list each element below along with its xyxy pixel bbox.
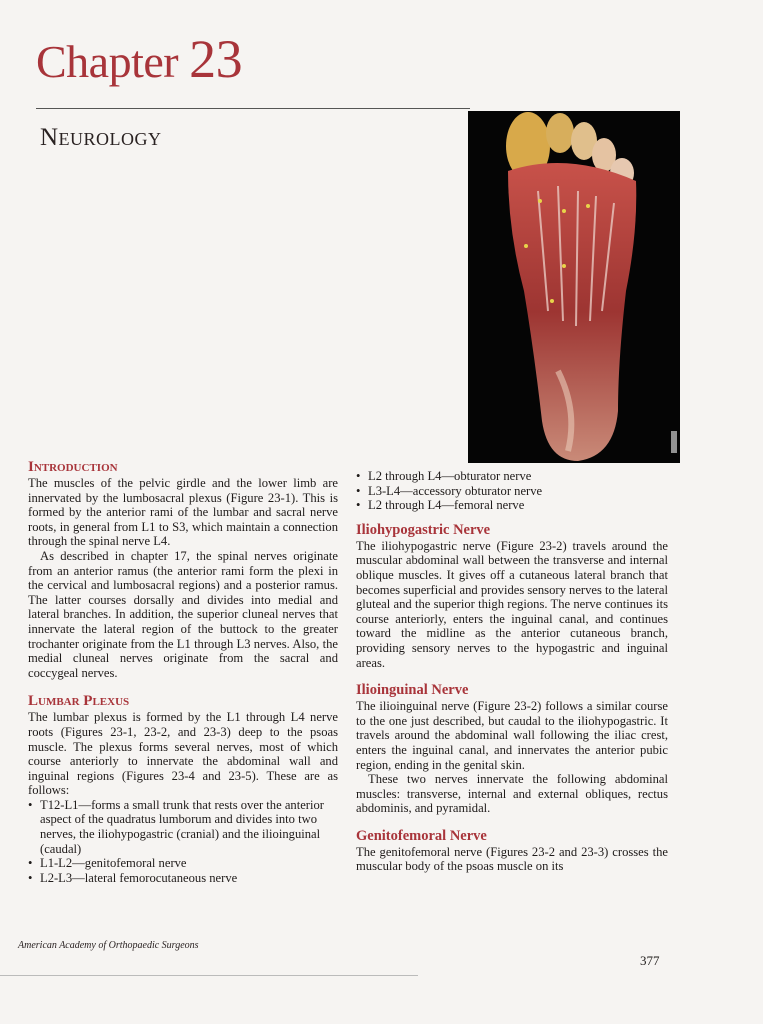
lumbar-plexus-list <box>28 798 338 886</box>
chapter-label: Chapter <box>36 36 179 87</box>
dissected-foot-photo <box>468 111 680 463</box>
page-number: 377 <box>640 953 660 968</box>
lumbar-plexus-paragraph: The lumbar plexus is formed by the L1 through L4 nerve roots (Figures 23-1, 23-2, and 23-3) deep to the psoas muscle. The plexus forms several nerves, most of which course anteriorly to innervate the abdominal wall and inguinal regions (Figures 23-4 and 23-5). These are as follows: <box>28 710 338 798</box>
iliohypogastric-heading: Iliohypogastric Nerve <box>356 521 491 538</box>
footer-divider <box>0 975 418 976</box>
list-item: • L2 through L4—femoral nerve <box>356 498 668 513</box>
list-item: • L2-L3—lateral femorocutaneous nerve <box>28 871 338 886</box>
foot-illustration <box>468 111 680 463</box>
right-column <box>356 469 668 874</box>
chapter-heading <box>36 28 242 90</box>
lumbar-plexus-heading: Lumbar Plexus <box>28 693 130 710</box>
list-item: • L1-L2—genitofemoral nerve <box>28 856 338 871</box>
list-item: • L2 through L4—obturator nerve <box>356 469 668 484</box>
chapter-subtitle: Neurology <box>40 124 162 151</box>
genitofemoral-heading: Genitofemoral Nerve <box>356 827 487 844</box>
ilioinguinal-paragraph-2: These two nerves innervate the following abdominal muscles: transverse, internal and external obliques, rectus abdominis, and pyramidal. <box>356 772 668 816</box>
introduction-paragraph-1: The muscles of the pelvic girdle and the lower limb are innervated by the lumbosacral plexus (Figure 23-1). This is formed by the anterior rami of the lumbar and sacral nerve roots, in general from L1 to S3, which maintain a connection through the spinal nerve L4. <box>28 476 338 549</box>
left-column <box>28 458 338 885</box>
introduction-heading: Introduction <box>28 459 118 475</box>
photo-credit-strip <box>671 431 677 453</box>
publisher-footer: American Academy of Orthopaedic Surgeons <box>18 940 199 951</box>
nerve-list-continued <box>356 469 668 513</box>
list-item: • T12-L1—forms a small trunk that rests over the anterior aspect of the quadratus lumborum and divides into two nerves, the iliohypogastric (cranial) and the ilioinguinal (caudal) <box>28 798 338 856</box>
ilioinguinal-paragraph-1: The ilioinguinal nerve (Figure 23-2) follows a similar course to the one just described, but caudal to the iliohypogastric. It travels around the abdominal wall following the iliac crest, enters the inguinal canal, and innervates the anterior pubic region, ending in the genital skin. <box>356 699 668 772</box>
ilioinguinal-heading: Ilioinguinal Nerve <box>356 682 469 699</box>
list-item: • L3-L4—accessory obturator nerve <box>356 484 668 499</box>
introduction-paragraph-2: As described in chapter 17, the spinal nerves originate from an anterior ramus (the anterior rami form the plexi in the cervical and lumbosacral regions) and a posterior ramus. The latter courses dorsally and divides into medial and lateral branches. In addition, the superior cluneal nerves that innervate the lateral region of the buttock to the greater trochanter originate from the L1 through L3 nerves. Also, the medial cluneal nerves originate from the sacral and coccygeal nerves. <box>28 548 338 680</box>
iliohypogastric-paragraph: The iliohypogastric nerve (Figure 23-2) travels around the muscular abdominal wall between the transverse and internal oblique muscles. It gives off a cutaneous lateral branch that becomes superficial and provides sensory nerves to the lateral gluteal and the superior thigh regions. The nerve continues its course anteriorly, enters the inguinal canal, and continues toward the midline as the anterior cutaneous branch, providing sensory nerves to the hypogastric and inguinal areas. <box>356 538 668 670</box>
genitofemoral-paragraph: The genitofemoral nerve (Figures 23-2 and 23-3) crosses the muscular body of the psoas muscle on its <box>356 844 668 874</box>
title-divider <box>36 108 470 109</box>
chapter-number: 23 <box>189 29 243 89</box>
